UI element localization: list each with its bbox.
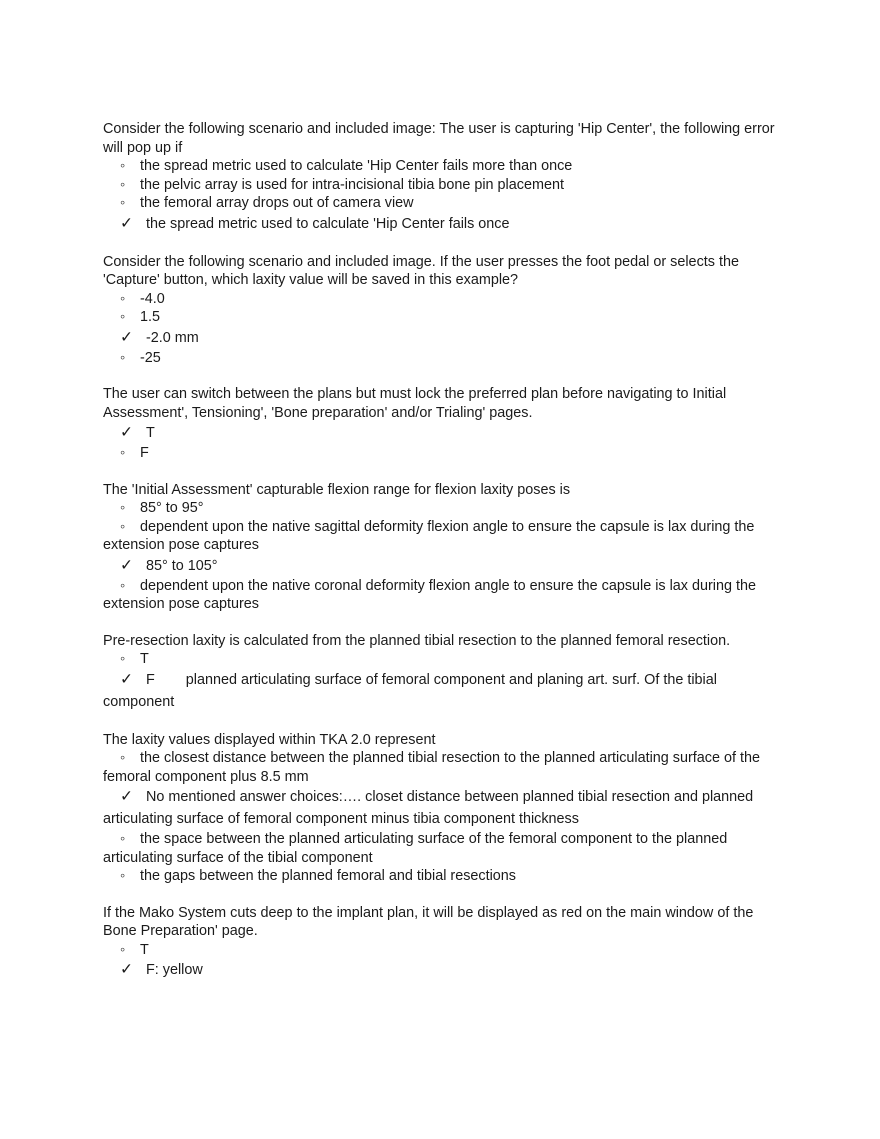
- bullet-icon: ◦: [120, 500, 126, 516]
- bullet-icon: ◦: [120, 176, 126, 193]
- correct-answer-option: [103, 422, 777, 444]
- correct-answer-option: [103, 327, 777, 349]
- bullet-icon: ◦: [120, 195, 126, 211]
- question-block: [103, 904, 777, 982]
- question-block: [103, 632, 777, 713]
- answer-option: [103, 194, 777, 213]
- checkmark-icon: ✓: [120, 424, 133, 441]
- question-block: [103, 385, 777, 463]
- answer-option: [103, 176, 777, 195]
- option-text: the spread metric used to calculate 'Hip Center fails more than once: [140, 158, 573, 174]
- answer-option: [103, 349, 777, 368]
- option-text: the gaps between the planned femoral and tibial resections: [140, 868, 517, 884]
- correct-answer-option: [103, 786, 777, 830]
- option-text: 1.5: [140, 309, 161, 325]
- question-block: [103, 731, 777, 886]
- answer-option: [103, 518, 777, 555]
- correct-answer-option: [103, 555, 777, 577]
- document-page: [103, 120, 777, 999]
- question-text: The 'Initial Assessment' capturable flexion range for flexion laxity poses is: [103, 481, 571, 498]
- checkmark-icon: ✓: [120, 214, 133, 232]
- answer-option: [103, 749, 777, 786]
- answer-option: [103, 941, 777, 960]
- question-text: Consider the following scenario and included image. If the user presses the foot pedal or selects the 'Capture' button, which laxity value will be saved in this example?: [103, 253, 739, 288]
- answer-option: [103, 290, 777, 309]
- checkmark-icon: ✓: [120, 788, 133, 805]
- answer-option: [103, 867, 777, 886]
- checkmark-icon: ✓: [120, 961, 133, 978]
- question-block: [103, 253, 777, 368]
- question-text: The laxity values displayed within TKA 2.0 represent: [103, 731, 436, 748]
- option-note: planned articulating surface of femoral component and planing art. surf. Of the tibial component: [103, 671, 717, 710]
- bullet-icon: ◦: [120, 577, 126, 594]
- option-text: T: [146, 425, 155, 441]
- option-text: F: yellow: [146, 962, 203, 978]
- bullet-icon: ◦: [120, 868, 126, 884]
- bullet-icon: ◦: [120, 941, 126, 958]
- option-text: No mentioned answer choices:…. closet distance between planned tibial resection and planned articulating surface of femoral component minus tibia component thickness: [103, 789, 754, 827]
- question-block: [103, 481, 777, 614]
- answer-option: [103, 830, 777, 867]
- option-text: dependent upon the native sagittal deformity flexion angle to ensure the capsule is lax during the extension pose captures: [103, 518, 755, 553]
- bullet-icon: ◦: [120, 290, 126, 307]
- option-text: the closest distance between the planned tibial resection to the planned articulating surface of the femoral component plus 8.5 mm: [103, 750, 760, 785]
- bullet-icon: ◦: [120, 309, 126, 325]
- option-text: -2.0 mm: [146, 329, 199, 346]
- option-text: 85° to 95°: [140, 500, 204, 516]
- checkmark-icon: ✓: [120, 670, 133, 688]
- bullet-icon: ◦: [120, 831, 126, 847]
- option-text: -25: [140, 349, 161, 366]
- answer-option: [103, 499, 777, 518]
- option-text: -4.0: [140, 290, 165, 307]
- bullet-icon: ◦: [120, 349, 126, 366]
- answer-option: [103, 577, 777, 614]
- option-text: T: [140, 941, 149, 958]
- bullet-icon: ◦: [120, 158, 126, 174]
- question-text: If the Mako System cuts deep to the implant plan, it will be displayed as red on the main window of the Bone Preparation' page.: [103, 904, 754, 939]
- bullet-icon: ◦: [120, 445, 126, 461]
- option-text: the pelvic array is used for intra-incisional tibia bone pin placement: [140, 176, 564, 193]
- bullet-icon: ◦: [120, 518, 126, 535]
- option-text: the spread metric used to calculate 'Hip Center fails once: [146, 215, 510, 232]
- checkmark-icon: ✓: [120, 328, 133, 346]
- question-text: Consider the following scenario and included image: The user is capturing 'Hip Center', the following error will pop up if: [103, 121, 775, 156]
- correct-answer-option: [103, 959, 777, 981]
- bullet-icon: ◦: [120, 750, 126, 766]
- answer-option: [103, 308, 777, 327]
- option-text: the space between the planned articulating surface of the femoral component to the planned articulating surface of the tibial component: [103, 831, 728, 866]
- correct-answer-option: [103, 669, 777, 713]
- correct-answer-option: [103, 213, 777, 235]
- option-text: T: [140, 651, 149, 667]
- answer-option: [103, 157, 777, 176]
- question-block: [103, 120, 777, 235]
- option-label: F: [146, 671, 155, 688]
- checkmark-icon: ✓: [120, 556, 133, 574]
- question-text: Pre-resection laxity is calculated from the planned tibial resection to the planned femoral resection.: [103, 632, 731, 649]
- option-text: the femoral array drops out of camera view: [140, 195, 414, 211]
- bullet-icon: ◦: [120, 651, 126, 667]
- option-text: F: [140, 445, 149, 461]
- question-text: The user can switch between the plans but must lock the preferred plan before navigating to Initial Assessment', Tensioning', 'Bone preparation' and/or Trialing' pages.: [103, 386, 727, 421]
- option-text: dependent upon the native coronal deformity flexion angle to ensure the capsule is lax during the extension pose captures: [103, 577, 757, 612]
- answer-option: [103, 444, 777, 463]
- answer-option: [103, 650, 777, 669]
- option-text: 85° to 105°: [146, 557, 218, 574]
